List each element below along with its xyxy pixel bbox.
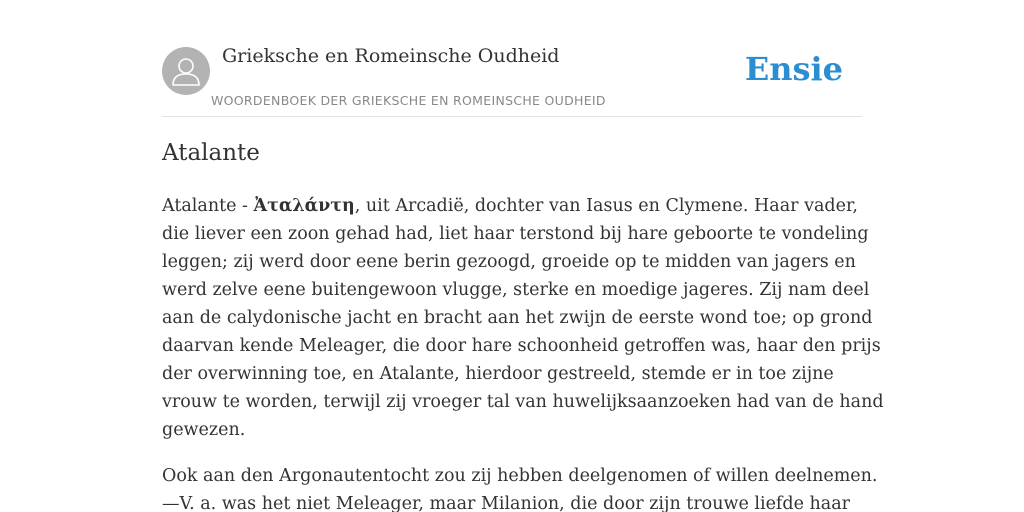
avatar[interactable]: [162, 47, 210, 95]
entry-body: [162, 192, 884, 512]
user-icon: [162, 47, 210, 95]
greek-term: Ἀταλάντη: [253, 196, 355, 216]
paragraph-2: [162, 462, 878, 512]
text-line: gewezen.: [162, 420, 246, 440]
text-line-rest: , uit Arcadië, dochter van Iasus en Clymene. Haar vader,: [354, 196, 858, 216]
text-line: werd zelve eene buitengewoon vlugge, sterke en moedige jageres. Zij nam deel: [162, 280, 870, 300]
text-line: der overwinning toe, en Atalante, hierdoor gestreeld, stemde er in toe zijne: [162, 364, 834, 384]
entry-title: Atalante: [162, 140, 260, 166]
text-line: leggen; zij werd door eene berin gezoogd, groeide op te midden van jagers en: [162, 252, 856, 272]
text-line: vrouw te worden, terwijl zij vroeger tal van huwelijksaanzoeken had van de hand: [162, 392, 884, 412]
text-line: aan de calydonische jacht en bracht aan het zwijn de eerste wond toe; op grond: [162, 308, 873, 328]
paragraph-1: [162, 192, 884, 444]
header: [162, 0, 862, 117]
text-line: daarvan kende Meleager, die door hare schoonheid getroffen was, haar den prijs: [162, 336, 881, 356]
entry-lead: Atalante -: [162, 196, 254, 216]
text-line: [162, 192, 862, 220]
text-line: die liever een zoon gehad had, liet haar terstond bij hare geboorte te vondeling: [162, 224, 869, 244]
text-line: Ook aan den Argonautentocht zou zij hebben deelgenomen of willen deelnemen.: [162, 466, 878, 486]
text-line: —V. a. was het niet Meleager, maar Milanion, die door zijn trouwe liefde haar: [162, 494, 851, 512]
brand-logo[interactable]: Ensie: [744, 50, 843, 88]
site-subtitle: WOORDENBOEK DER GRIEKSCHE EN ROMEINSCHE OUDHEID: [211, 93, 606, 108]
site-title[interactable]: Grieksche en Romeinsche Oudheid: [222, 45, 560, 67]
